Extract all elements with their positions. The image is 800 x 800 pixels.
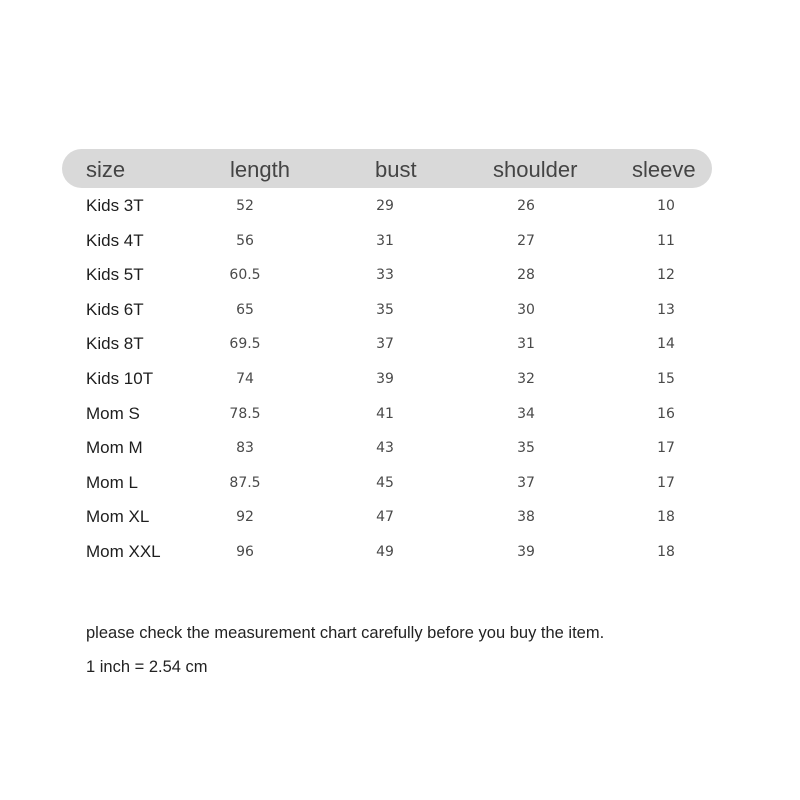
length-cell: 83 [236, 440, 254, 457]
sleeve-cell: 15 [657, 371, 675, 387]
shoulder-cell: 39 [517, 544, 535, 560]
size-cell: Kids 5T [86, 265, 144, 285]
sleeve-cell: 10 [657, 198, 675, 214]
shoulder-cell: 26 [517, 198, 535, 214]
header-length: length [230, 157, 290, 182]
shoulder-cell: 35 [517, 440, 535, 457]
length-cell: 69.5 [229, 336, 261, 353]
sleeve-cell: 11 [657, 232, 675, 249]
length-cell: 74 [236, 371, 254, 387]
sleeve-cell: 16 [657, 405, 675, 422]
table-row [0, 431, 800, 465]
shoulder-cell: 34 [517, 405, 535, 422]
size-cell: Mom XL [86, 507, 150, 527]
bust-cell: 43 [376, 440, 394, 457]
shoulder-cell: 32 [517, 371, 535, 387]
header-shoulder: shoulder [493, 157, 578, 182]
bust-cell: 41 [376, 405, 394, 422]
table-row [0, 362, 800, 396]
table-row [0, 224, 800, 258]
shoulder-cell: 37 [517, 474, 535, 491]
shoulder-cell: 30 [517, 301, 535, 318]
size-cell: Kids 4T [86, 230, 144, 250]
sleeve-cell: 13 [657, 301, 675, 318]
length-cell: 96 [236, 544, 254, 560]
length-cell: 87.5 [229, 474, 261, 491]
shoulder-cell: 27 [517, 232, 535, 249]
bust-cell: 29 [376, 198, 394, 214]
size-cell: Mom XXL [86, 542, 161, 561]
table-row [0, 397, 800, 431]
table-row [0, 500, 800, 534]
table-row [0, 258, 800, 292]
sleeve-cell: 18 [657, 509, 675, 526]
bust-cell: 35 [376, 301, 394, 318]
length-cell: 56 [236, 232, 254, 249]
measurement-note: please check the measurement chart carefully before you buy the item. [86, 624, 605, 642]
table-row [0, 466, 800, 500]
table-row [0, 327, 800, 361]
sleeve-cell: 17 [657, 440, 675, 457]
shoulder-cell: 31 [517, 336, 535, 353]
length-cell: 92 [236, 509, 254, 526]
sleeve-cell: 17 [657, 474, 675, 491]
length-cell: 65 [236, 301, 254, 318]
sleeve-cell: 12 [657, 267, 675, 284]
size-cell: Kids 8T [86, 334, 144, 354]
length-cell: 78.5 [229, 405, 261, 422]
table-row [0, 535, 800, 569]
sleeve-cell: 18 [657, 544, 675, 560]
bust-cell: 49 [376, 544, 394, 560]
bust-cell: 47 [376, 509, 394, 526]
bust-cell: 31 [376, 232, 394, 249]
table-header [62, 149, 712, 188]
bust-cell: 45 [376, 474, 394, 491]
bust-cell: 33 [376, 267, 394, 284]
header-bust: bust [375, 157, 417, 182]
size-cell: Kids 10T [86, 369, 154, 388]
shoulder-cell: 38 [517, 509, 535, 526]
header-size: size [86, 157, 126, 182]
conversion-note: 1 inch = 2.54 cm [86, 658, 208, 676]
length-cell: 60.5 [229, 267, 261, 284]
shoulder-cell: 28 [517, 267, 535, 284]
bust-cell: 37 [376, 336, 394, 353]
size-cell: Mom L [86, 472, 138, 492]
header-sleeve: sleeve [632, 157, 696, 182]
bust-cell: 39 [376, 371, 394, 387]
size-cell: Kids 6T [86, 299, 144, 319]
size-cell: Mom M [86, 438, 143, 458]
size-cell: Mom S [86, 403, 140, 423]
size-cell: Kids 3T [86, 196, 144, 215]
table-row [0, 293, 800, 327]
table-row [0, 189, 800, 223]
sleeve-cell: 14 [657, 336, 675, 353]
length-cell: 52 [236, 198, 254, 214]
